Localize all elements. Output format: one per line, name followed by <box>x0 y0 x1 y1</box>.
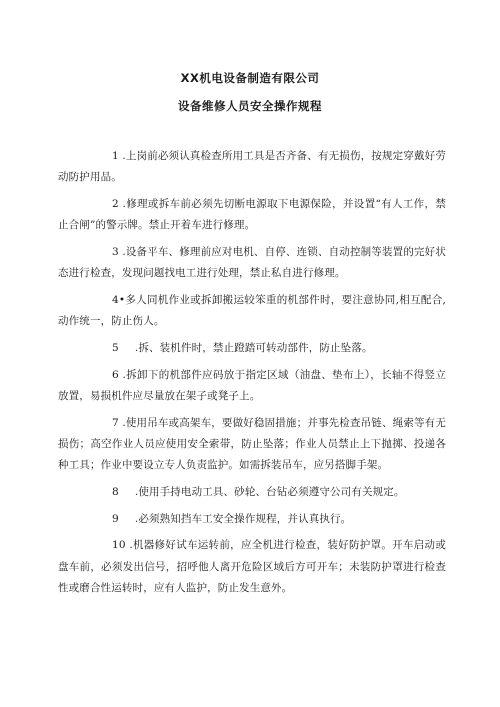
item-number: 5 <box>112 342 119 354</box>
item-number: 8 <box>112 486 119 498</box>
item-text: .使用手持电动工具、砂轮、台钻必须遵守公司有关规定。 <box>134 486 405 498</box>
item-number: 1 <box>112 150 119 162</box>
item-text: 多人同机作业或拆卸搬运较笨重的机部件时，要注意协同,相互配合,动作统一，防止伤人。 <box>58 294 446 328</box>
item-text: .上岗前必须认真检查所用工具是否齐备、有无损伤，按规定穿戴好劳动防护用品。 <box>58 150 446 184</box>
item-number: 4• <box>112 294 126 306</box>
regulation-item <box>58 509 446 530</box>
item-text: .拆卸下的机部件应码放于指定区域（油盘、垫布上），长轴不得竖立放置，易损机件应尽量放在架子或凳子上。 <box>58 368 446 402</box>
regulation-item <box>58 146 446 189</box>
item-number: 3 <box>112 246 119 258</box>
company-name: XX机电设备制造有限公司 <box>180 71 320 85</box>
item-text: .设备平车、修理前应对电机、自停、连锁、自动控制等装置的完好状态进行检查，发现问题找电工进行处理，禁止私自进行修理。 <box>58 246 446 280</box>
item-text: .修理或拆车前必须先切断电源取下电源保险，并设置“有人工作，禁止合闸”的警示牌。禁止开着车进行修理。 <box>58 198 446 232</box>
item-text: .使用吊车或高架车，要做好稳固措施；并事先检查吊链、绳索等有无损伤；高空作业人员应使用安全索带，防止坠落；作业人员禁止上下抛掷、投递各种工具；作业中要设立专人负责监护。如需拆装吊车，应另搭脚手架。 <box>58 416 446 472</box>
regulation-item <box>58 194 446 237</box>
item-number: 10 <box>112 539 126 552</box>
regulation-item <box>58 242 446 285</box>
item-number: 9 <box>112 512 119 525</box>
regulation-item <box>58 535 446 599</box>
regulation-item <box>58 413 446 477</box>
item-text: .机器修好试车运转前，应全机进行检查，装好防护罩。开车启动或盘车前，必须发出信号，招呼他人离开危险区域后方可开车；未装防护罩进行检查性或磨合性运转时，应有人监护，防止发生意外。 <box>58 539 446 594</box>
regulation-item <box>58 482 446 503</box>
item-number: 7 <box>112 416 119 429</box>
item-text: .必须熟知挡车工安全操作规程，并认真执行。 <box>134 512 352 525</box>
regulation-list <box>58 146 446 605</box>
document-title: 设备维修人员安全操作规程 <box>178 99 322 113</box>
item-number: 6 <box>112 368 119 381</box>
item-text: .拆、装机件时，禁止蹬踏可转动部件，防止坠落。 <box>134 342 373 354</box>
item-number: 2 <box>112 198 119 210</box>
regulation-item <box>58 365 446 408</box>
regulation-item <box>58 290 446 333</box>
regulation-item <box>58 338 446 359</box>
